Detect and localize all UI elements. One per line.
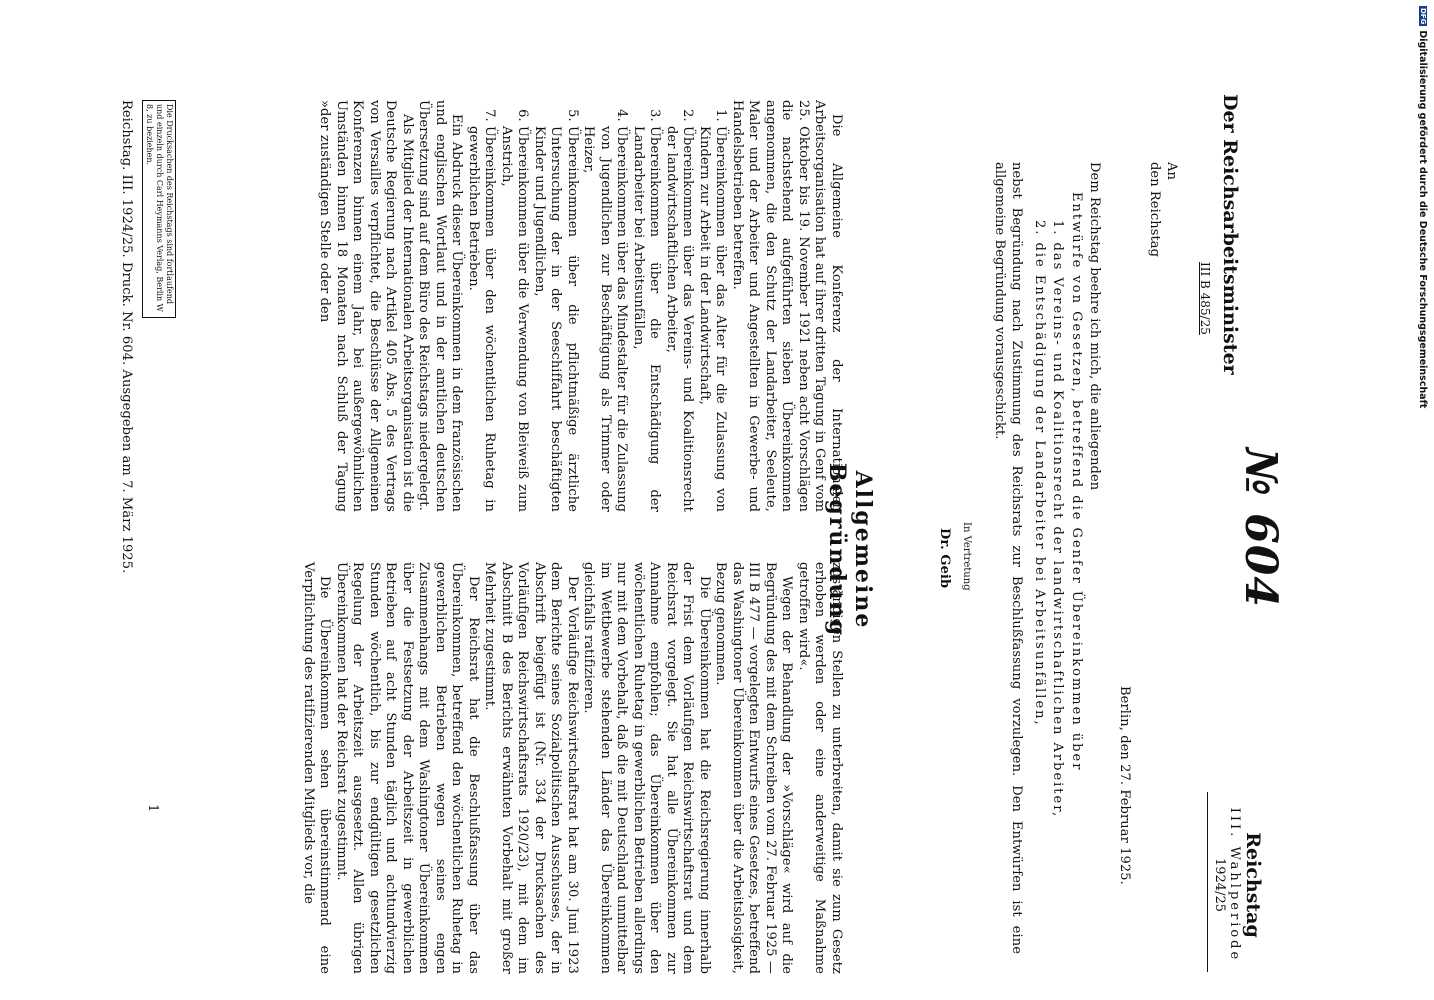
letter-intro: Dem Reichstag beehre ich mich, die anliegenden xyxy=(1087,162,1102,491)
vertretung: In Vertretung xyxy=(961,522,972,591)
convention-item: 5. Übereinkommen über die pflichtmäßige ärztliche Untersuchung der in der Seeschiffahrt beschäftigten Kinder und Jugendlichen, xyxy=(531,126,581,512)
paragraph: Wegen der Behandlung der »Vorschläge« wird auf die Begründung des mit dem Schreiben vom 27. Februar 1925 — III B 477 — vorgelegten Entwurfs eines Gesetzes, betreffend das Washingtoner Übereinkommen über die Arbeitslosigkeit, Bezug genommen. xyxy=(713,562,795,974)
document-number: № 604 xyxy=(1235,448,1286,608)
paragraph: Der Vorläufige Reichswirtschaftsrat hat am 30. Juni 1923 dem Berichte seines Sozialpolitischen Ausschusses, der in Abschrift beigefügt ist (Nr. 334 der Drucksachen des Vorläufigen Reichswirtschaftsrats 1920/23), mit dem im Abschnitt B des Berichts erwähnten Vorbehalt mit großer Mehrheit zugestimmt. xyxy=(482,562,580,974)
paragraph: Als Mitglied der Internationalen Arbeitsorganisation ist die Deutsche Regierung nach Artikel 405 Abs. 5 des Vertrags von Versailles verpflichtet, die Beschlüsse der Allgemeinen Konferenzen binnen einem Jahr, bei außergewöhnlichen Umständen binnen 18 Monaten nach Schluß der Tagung »der zuständigen Stelle oder den xyxy=(317,100,415,512)
column-left xyxy=(316,100,844,512)
date-line: Berlin, den 27. Februar 1925. xyxy=(1117,686,1132,885)
wahlperiode: III. Wahlperiode xyxy=(1227,807,1242,963)
paragraph: Der Reichsrat hat die Beschlußfassung über das Übereinkommen, betreffend den wöchentlichen Ruhetag in gewerblichen Betrieben wegen seines engen Zusammenhangs mit dem Washingtoner Übereinkommen über die Festsetzung der Arbeitszeit in gewerblichen Betrieben auf acht Stunden täglich und achtundvierzig Stunden wöchentlich, bis zur endgültigen gesetzlichen Regelung der Arbeitszeit ausgesetzt. Allen übrigen Übereinkommen hat der Reichsrat zugestimmt. xyxy=(334,562,481,974)
letter-subject: Entwürfe von Gesetzen, betreffend die Genfer Übereinkommen über xyxy=(1069,192,1084,772)
letter-closing: nebst Begründung nach Zustimmung des Reichsrats zur Beschlußfassung vorzulegen. Den Entwürfen ist eine allgemeine Begründung vorausgeschickt. xyxy=(992,162,1024,954)
convention-item: 4. Übereinkommen über das Mindestalter für die Zulassung von Jugendlichen zur Beschäftigung als Trimmer oder Heizer, xyxy=(580,126,630,512)
convention-item: 7. Übereinkommen über den wöchentlichen Ruhetag in gewerblichen Betrieben. xyxy=(465,126,498,512)
address-an: An xyxy=(1164,162,1179,180)
imprint-line: Reichstag. III. 1924/25. Druck. Nr. 604. Ausgegeben am 7. März 1925. xyxy=(119,100,134,574)
convention-list xyxy=(465,100,729,512)
reference-number: III B 485/25 xyxy=(1198,262,1212,335)
convention-item: 6. Übereinkommen über die Verwendung von Bleiweiß zum Anstrich, xyxy=(498,126,531,512)
signature: Dr. Geib xyxy=(937,528,952,589)
reichstag-title: Reichstag xyxy=(1242,832,1264,938)
intro-paragraph: Die Allgemeine Konferenz der Internationalen Arbeitsorganisation hat auf ihrer dritten Tagung in Genf vom 25. Oktober bis 19. November 1921 neben acht Vorschlägen die nachstehend aufgeführten sieben Übereinkommen angenommen, die den Schutz der Landarbeiter, Seeleute, Maler und der Arbeiter und Angestellten in Gewerbe- und Handelsbetrieben betreffen. xyxy=(730,100,844,512)
paragraph: Die Übereinkommen hat die Reichsregierung innerhalb der Frist dem Vorläufigen Reichswirtschaftsrat und dem Reichsrat vorgelegt. Sie hat alle Übereinkommen zur Annahme empfohlen; das Übereinkommen über den wöchentlichen Ruhetag in gewerblichen Betrieben allerdings nur mit dem Vorbehalt, daß die mit Deutschland unmittelbar im Wettbewerbe stehenden Länder das Übereinkommen gleichfalls ratifizieren. xyxy=(581,562,712,974)
sender: Der Reichsarbeitsminister xyxy=(1219,94,1241,375)
address-recipient: den Reichstag xyxy=(1147,162,1162,258)
reichstag-block xyxy=(1212,790,1264,980)
page-number: 1 xyxy=(145,804,160,813)
column-right xyxy=(300,562,845,974)
convention-item: 3. Übereinkommen über die Entschädigung der Landarbeiter bei Arbeitsunfällen, xyxy=(630,126,663,512)
paragraph: Ein Abdruck dieser Übereinkommen in dem französischen und englischen Wortlaut und in der amtlichen deutschen Übersetzung sind auf dem Büro des Reichstags niedergelegt. xyxy=(416,100,465,512)
section-heading: Allgemeine Begründung xyxy=(824,462,876,638)
reichstag-rule xyxy=(1207,792,1208,972)
wahlperiode-year: 1924/25 xyxy=(1212,857,1227,912)
letter-item-1: 1. das Vereins- und Koalitionsrecht der landwirtschaftlichen Arbeiter, xyxy=(1050,220,1065,819)
paragraph: zuständigen Stellen zu unterbreiten, damit sie zum Gesetz erhoben werden oder eine anderweitige Maßnahme getroffen wird«. xyxy=(796,562,844,974)
credit-text: Digitalisierung gefördert durch die Deutsche Forschungsgemeinschaft xyxy=(1417,30,1429,409)
convention-item: 2. Übereinkommen über das Vereins- und Koalitionsrecht der landwirtschaftlichen Arbeiter, xyxy=(663,126,696,512)
convention-item: 1. Übereinkommen über das Alter für die Zulassung von Kindern zur Arbeit in der Landwirtschaft, xyxy=(696,126,729,512)
paragraph: Die Übereinkommen sehen übereinstimmend eine Verpflichtung des ratifizierenden Mitglieds vor, die xyxy=(301,562,333,974)
letter-item-2: 2. die Entschädigung der Landarbeiter bei Arbeitsunfällen, xyxy=(1032,220,1047,727)
publisher-note: Die Drucksachen des Reichstags sind fortlaufend und einzeln durch Carl Heymanns Verlag, Berlin W 8, zu beziehen. xyxy=(142,100,176,318)
dfg-logo: DFG xyxy=(1419,8,1427,25)
